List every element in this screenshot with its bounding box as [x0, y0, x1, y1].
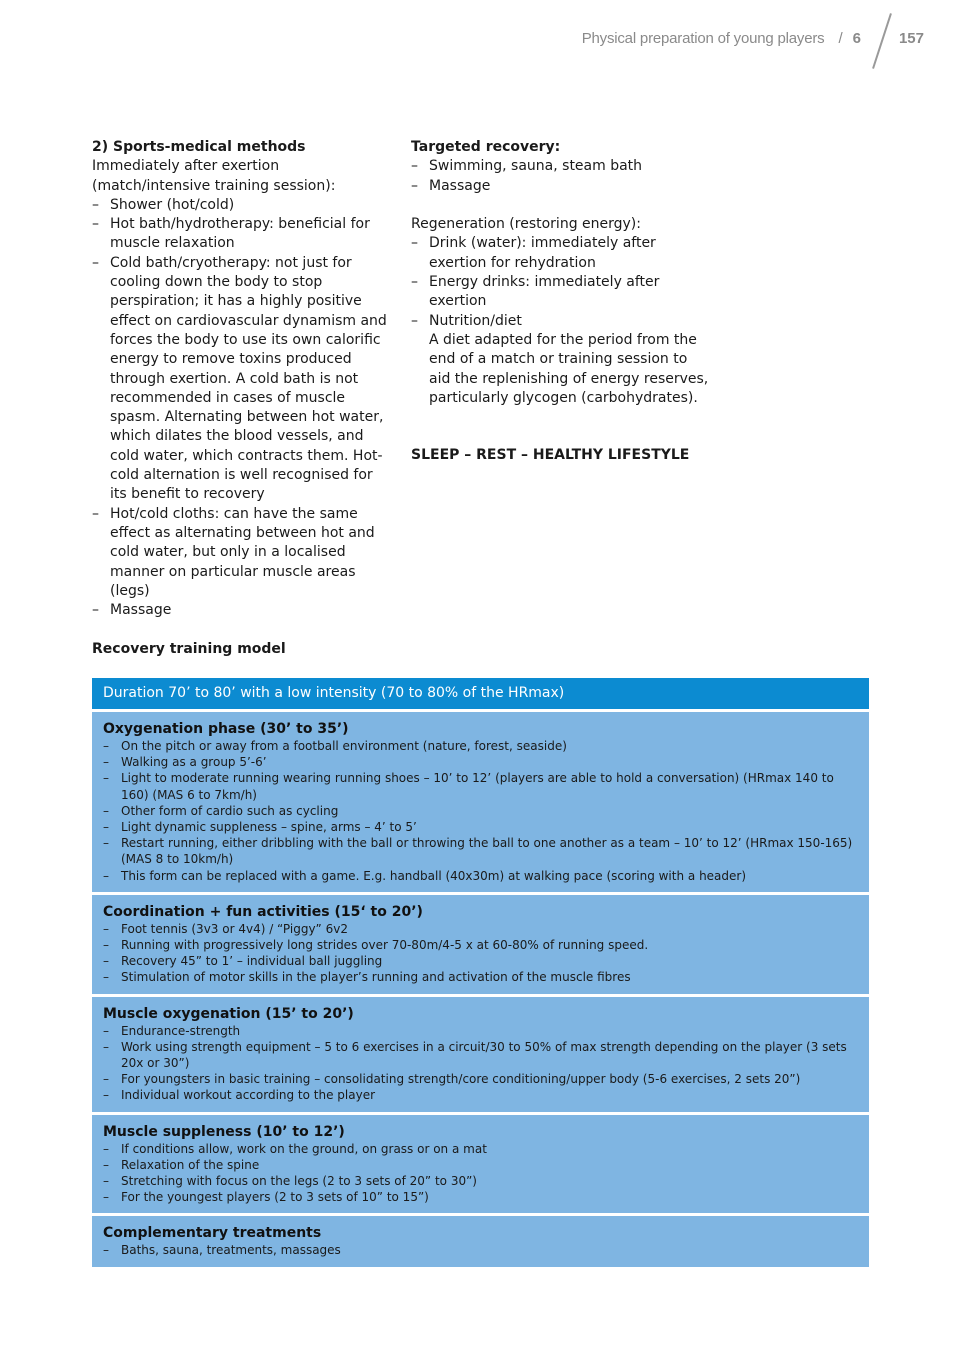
list-item: – Individual workout according to the player — [103, 1087, 857, 1103]
list-item: – Shower (hot/cold) — [92, 196, 392, 215]
list-item: – Drink (water): immediately after exertion for rehydration — [411, 234, 711, 273]
chapter-number: 6 — [852, 30, 861, 47]
list-item: – Walking as a group 5’-6’ — [103, 754, 857, 770]
page-header — [582, 24, 924, 58]
sports-medical-intro: Immediately after exertion (match/intensive training session): — [92, 158, 336, 194]
closing-motto: SLEEP – REST – HEALTHY LIFESTYLE — [411, 447, 690, 464]
list-item: – Stretching with focus on the legs (2 to 3 sets of 20” to 30”) — [103, 1173, 857, 1189]
coordination-phase-block — [92, 895, 869, 994]
slash-divider — [872, 13, 892, 69]
oxygenation-phase-block — [92, 712, 869, 892]
list-item: – Foot tennis (3v3 or 4v4) / “Piggy” 6v2 — [103, 921, 857, 937]
duration-banner: Duration 70’ to 80’ with a low intensity (70 to 80% of the HRmax) — [92, 678, 869, 709]
phase-title: Oxygenation phase (30’ to 35’) — [103, 721, 349, 737]
regeneration-heading: Regeneration (restoring energy): — [411, 216, 641, 233]
phase-title: Complementary treatments — [103, 1225, 322, 1242]
recovery-model-title: Recovery training model — [92, 641, 286, 657]
header-separator: / — [838, 30, 843, 47]
list-item: – Light to moderate running wearing running shoes – 10’ to 12’ (players are able to hold a conversation) (HRmax 140 to 160) (MAS 6 to 7km/h) — [103, 770, 857, 802]
list-item: – Massage — [411, 177, 711, 196]
list-item: – Recovery 45” to 1’ – individual ball juggling — [103, 953, 857, 969]
left-column — [92, 138, 392, 620]
phase-list — [103, 1141, 857, 1206]
list-item: – For youngsters in basic training – consolidating strength/core conditioning/upper body (5-6 exercises, 2 sets 20”) — [103, 1071, 857, 1087]
targeted-recovery-heading: Targeted recovery: — [411, 139, 561, 155]
list-item: – Baths, sauna, treatments, massages — [103, 1242, 857, 1258]
list-item: – Hot bath/hydrotherapy: beneficial for muscle relaxation — [92, 215, 392, 254]
phase-list — [103, 738, 857, 884]
page-number: 157 — [898, 30, 924, 47]
list-item: – If conditions allow, work on the ground, on grass or on a mat — [103, 1141, 857, 1157]
list-item: – Endurance-strength — [103, 1023, 857, 1039]
right-column — [411, 138, 711, 465]
diet-note: A diet adapted for the period from the end of a match or training session to aid the replenishing of energy reserves, particularly glycogen (carbohydrates). — [429, 331, 709, 406]
phase-list — [103, 1023, 857, 1104]
phase-list — [103, 1242, 857, 1258]
complementary-treatments-block — [92, 1216, 869, 1266]
list-item: – Cold bath/cryotherapy: not just for cooling down the body to stop perspiration; it has a highly positive effect on cardiovascular dynamism and forces the body to use its own calorific energy to remove toxins produced through exertion. A cold bath is not recommended in cases of muscle spasm. Alternating between hot water, which dilates the blood vessels, and cold water, which contracts them. Hot-cold alternation is well recognised for its benefit to recovery — [92, 254, 392, 505]
phase-title: Muscle suppleness (10’ to 12’) — [103, 1123, 345, 1140]
phase-title: Muscle oxygenation (15’ to 20’) — [103, 1005, 354, 1022]
list-item: – Relaxation of the spine — [103, 1157, 857, 1173]
targeted-recovery-list — [411, 157, 711, 196]
list-item: – Massage — [92, 601, 392, 620]
phase-list — [103, 921, 857, 986]
list-item: – For the youngest players (2 to 3 sets of 10” to 15”) — [103, 1189, 857, 1205]
list-item: – On the pitch or away from a football environment (nature, forest, seaside) — [103, 738, 857, 754]
list-item: – Hot/cold cloths: can have the same effect as alternating between hot and cold water, but only in a localised manner on particular muscle areas (legs) — [92, 505, 392, 601]
muscle-suppleness-block — [92, 1115, 869, 1214]
recovery-model-table — [92, 678, 869, 1270]
list-item: – Work using strength equipment – 5 to 6 exercises in a circuit/30 to 50% of max strength depending on the player (3 sets 20x or 30”) — [103, 1039, 857, 1071]
list-item: – This form can be replaced with a game. E.g. handball (40x30m) at walking pace (scoring with a header) — [103, 868, 857, 884]
sports-medical-heading: 2) Sports-medical methods — [92, 139, 306, 155]
sports-medical-list — [92, 196, 392, 621]
phase-title: Coordination + fun activities (15‘ to 20’) — [103, 903, 423, 920]
list-item: – Stimulation of motor skills in the player’s running and activation of the muscle fibres — [103, 969, 857, 985]
list-item: – Other form of cardio such as cycling — [103, 803, 857, 819]
list-item: – Swimming, sauna, steam bath — [411, 157, 711, 176]
list-item: – Running with progressively long strides over 70-80m/4-5 x at 60-80% of running speed. — [103, 937, 857, 953]
nutrition-label: – Nutrition/diet — [429, 312, 522, 329]
list-item — [411, 312, 711, 408]
list-item: – Light dynamic suppleness – spine, arms – 4’ to 5’ — [103, 819, 857, 835]
muscle-oxygenation-block — [92, 997, 869, 1112]
regeneration-list — [411, 234, 711, 408]
list-item: – Restart running, either dribbling with the ball or throwing the ball to one another as a team – 10’ to 12’ (HRmax 150-165) (MAS 8 to 10km/h) — [103, 835, 857, 867]
running-title: Physical preparation of young players — [581, 30, 825, 47]
list-item: – Energy drinks: immediately after exertion — [411, 273, 711, 312]
